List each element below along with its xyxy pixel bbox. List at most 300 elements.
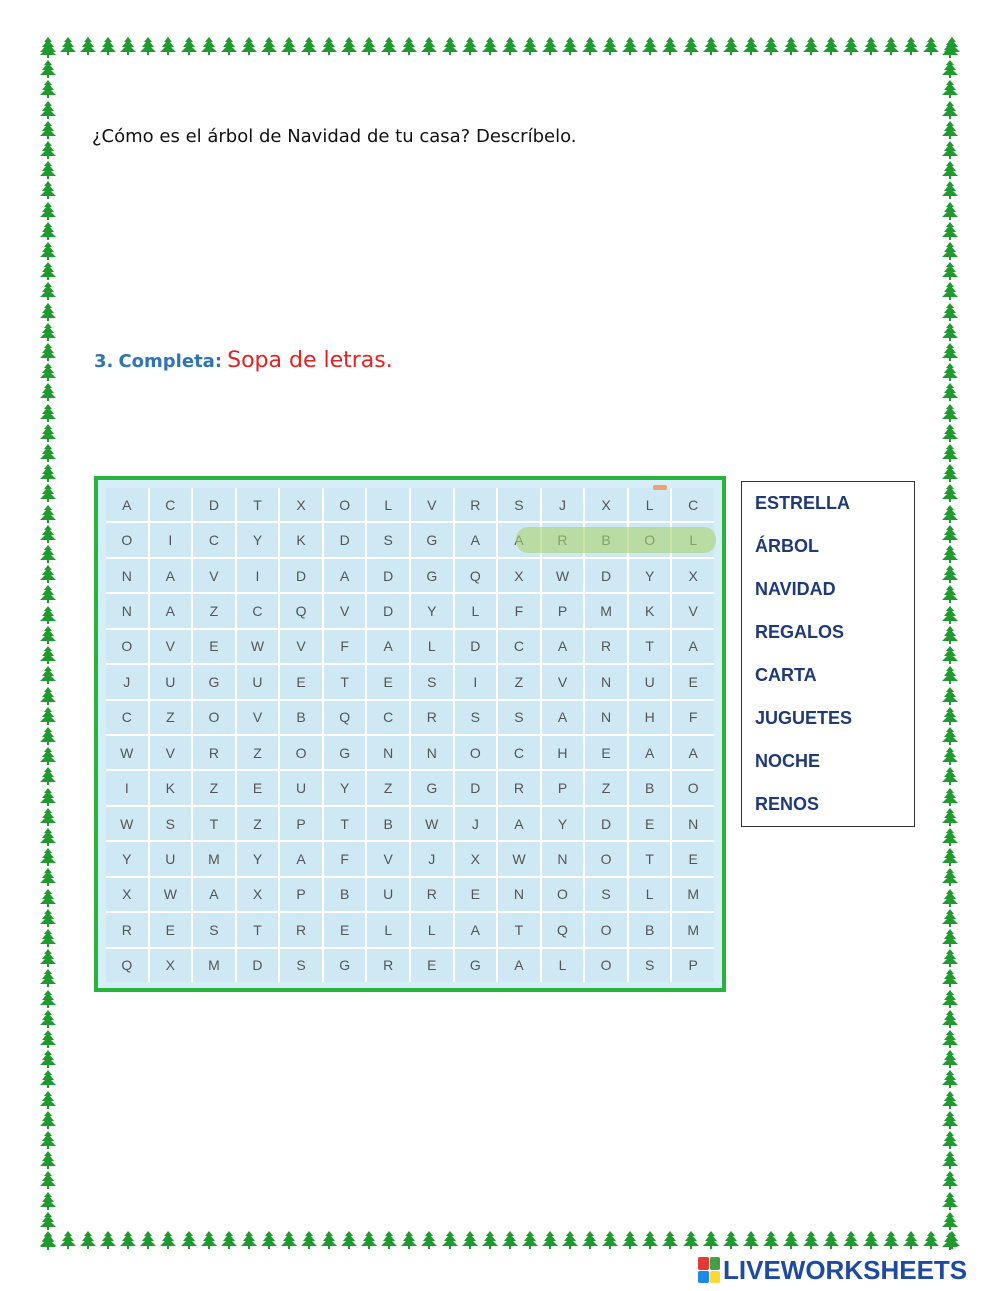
grid-cell[interactable]: Q	[455, 559, 497, 592]
tree-icon	[942, 404, 958, 422]
grid-cell[interactable]: R	[193, 736, 235, 769]
tree-icon	[482, 1231, 498, 1249]
tree-icon	[582, 1231, 598, 1249]
grid-cell[interactable]: V	[237, 701, 279, 734]
grid-cell[interactable]: E	[672, 842, 714, 875]
tree-icon	[602, 1231, 618, 1249]
grid-cell[interactable]: N	[585, 701, 627, 734]
grid-cell[interactable]: R	[280, 913, 322, 946]
tree-icon	[622, 37, 638, 55]
grid-cell[interactable]: E	[629, 807, 671, 840]
tree-icon	[942, 929, 958, 947]
tree-icon	[942, 202, 958, 220]
tree-icon	[582, 37, 598, 55]
grid-cell[interactable]: D	[280, 559, 322, 592]
grid-cell[interactable]: E	[237, 771, 279, 804]
grid-cell[interactable]: U	[629, 665, 671, 698]
tree-icon	[40, 1151, 56, 1169]
tree-icon	[381, 37, 397, 55]
grid-cell[interactable]: Z	[150, 701, 192, 734]
grid-cell[interactable]: A	[498, 949, 540, 982]
grid-cell[interactable]: K	[280, 523, 322, 556]
tree-icon	[40, 585, 56, 603]
grid-cell[interactable]: A	[150, 594, 192, 627]
tree-icon	[40, 1212, 56, 1230]
tree-icon	[502, 37, 518, 55]
grid-cell[interactable]: I	[455, 665, 497, 698]
tree-icon	[763, 37, 779, 55]
grid-cell[interactable]: R	[498, 771, 540, 804]
tree-icon	[80, 37, 96, 55]
grid-cell[interactable]: N	[106, 559, 148, 592]
grid-cell[interactable]: R	[411, 701, 453, 734]
grid-cell[interactable]: T	[498, 913, 540, 946]
tree-icon	[442, 37, 458, 55]
tree-icon	[942, 101, 958, 119]
tree-icon	[942, 484, 958, 502]
grid-cell[interactable]: N	[542, 842, 584, 875]
grid-cell[interactable]: Q	[280, 594, 322, 627]
grid-cell[interactable]: E	[280, 665, 322, 698]
grid-cell[interactable]: V	[280, 630, 322, 663]
grid-cell[interactable]: X	[237, 878, 279, 911]
grid-cell[interactable]: A	[367, 630, 409, 663]
grid-cell[interactable]: C	[150, 488, 192, 521]
grid-cell[interactable]: Z	[237, 736, 279, 769]
grid-cell[interactable]: W	[106, 736, 148, 769]
tree-icon	[40, 424, 56, 442]
section-title	[94, 348, 393, 373]
grid-cell[interactable]: M	[193, 949, 235, 982]
tree-icon	[341, 1231, 357, 1249]
grid-cell[interactable]: V	[150, 736, 192, 769]
grid-cell[interactable]: Z	[193, 594, 235, 627]
tree-icon	[40, 606, 56, 624]
tree-icon	[942, 909, 958, 927]
grid-cell[interactable]: N	[672, 807, 714, 840]
grid-cell[interactable]: D	[324, 523, 366, 556]
grid-cell[interactable]: T	[237, 913, 279, 946]
grid-cell[interactable]: X	[585, 488, 627, 521]
tree-icon	[462, 37, 478, 55]
grid-cell[interactable]: P	[542, 771, 584, 804]
grid-cell[interactable]: E	[585, 736, 627, 769]
grid-cell[interactable]: Y	[542, 807, 584, 840]
tree-icon	[40, 565, 56, 583]
tree-icon	[942, 1030, 958, 1048]
grid-cell[interactable]: U	[280, 771, 322, 804]
grid-cell[interactable]: A	[542, 701, 584, 734]
grid-cell[interactable]: B	[367, 807, 409, 840]
tree-icon	[942, 60, 958, 78]
tree-icon	[160, 37, 176, 55]
tree-icon	[942, 1192, 958, 1210]
grid-cell[interactable]: T	[324, 807, 366, 840]
grid-cell[interactable]: L	[542, 949, 584, 982]
grid-cell[interactable]: Y	[237, 523, 279, 556]
tree-icon	[942, 181, 958, 199]
grid-cell[interactable]: C	[498, 736, 540, 769]
tree-icon	[942, 828, 958, 846]
grid-cell[interactable]: E	[367, 665, 409, 698]
tree-icon	[622, 1231, 638, 1249]
word-list-item: ÁRBOL	[755, 536, 819, 556]
grid-cell[interactable]: A	[542, 630, 584, 663]
grid-cell[interactable]: Y	[411, 594, 453, 627]
grid-cell[interactable]: G	[411, 523, 453, 556]
grid-cell[interactable]: O	[585, 842, 627, 875]
grid-cell[interactable]: L	[411, 913, 453, 946]
grid-cell[interactable]: O	[585, 949, 627, 982]
grid-cell[interactable]: S	[498, 701, 540, 734]
grid-cell[interactable]: S	[498, 488, 540, 521]
tree-icon	[942, 141, 958, 159]
tree-icon	[40, 181, 56, 199]
grid-cell[interactable]: O	[455, 736, 497, 769]
tree-icon	[843, 1231, 859, 1249]
grid-cell[interactable]: G	[324, 949, 366, 982]
grid-cell[interactable]: R	[411, 878, 453, 911]
grid-cell[interactable]: P	[542, 594, 584, 627]
word-list	[741, 481, 915, 827]
grid-cell[interactable]: A	[193, 878, 235, 911]
tree-icon	[942, 969, 958, 987]
grid-cell[interactable]: O	[542, 878, 584, 911]
tree-icon	[40, 1070, 56, 1088]
grid-cell[interactable]: O	[324, 488, 366, 521]
grid-cell[interactable]: G	[455, 949, 497, 982]
grid-cell[interactable]: C	[498, 630, 540, 663]
grid-cell[interactable]: E	[150, 913, 192, 946]
tree-icon	[40, 60, 56, 78]
tree-icon	[401, 1231, 417, 1249]
grid-cell[interactable]: D	[455, 630, 497, 663]
grid-cell[interactable]: U	[150, 665, 192, 698]
grid-cell[interactable]: A	[629, 736, 671, 769]
grid-cell[interactable]: W	[498, 842, 540, 875]
grid-cell[interactable]: T	[193, 807, 235, 840]
tree-icon	[522, 37, 538, 55]
grid-cell[interactable]: W	[411, 807, 453, 840]
grid-cell[interactable]: Y	[106, 842, 148, 875]
grid-cell[interactable]: B	[324, 878, 366, 911]
tree-icon	[100, 37, 116, 55]
grid-cell[interactable]: A	[280, 842, 322, 875]
tree-icon	[40, 343, 56, 361]
tree-icon	[241, 37, 257, 55]
grid-cell[interactable]: V	[367, 842, 409, 875]
word-list-item: ESTRELLA	[755, 493, 851, 513]
found-word-highlight	[516, 527, 716, 553]
grid-cell[interactable]: I	[150, 523, 192, 556]
tree-icon	[40, 626, 56, 644]
tree-icon	[40, 687, 56, 705]
grid-cell[interactable]: O	[193, 701, 235, 734]
tree-icon	[942, 868, 958, 886]
tree-icon	[863, 37, 879, 55]
grid-cell[interactable]: C	[193, 523, 235, 556]
grid-cell[interactable]: L	[367, 913, 409, 946]
tree-icon	[381, 1231, 397, 1249]
grid-cell[interactable]: R	[455, 488, 497, 521]
grid-cell[interactable]: V	[411, 488, 453, 521]
tree-icon	[662, 1231, 678, 1249]
grid-cell[interactable]: Q	[106, 949, 148, 982]
tree-icon	[723, 37, 739, 55]
tree-icon	[763, 1231, 779, 1249]
grid-cell[interactable]: A	[498, 807, 540, 840]
grid-cell[interactable]: F	[324, 842, 366, 875]
grid-cell[interactable]: T	[629, 630, 671, 663]
tree-icon	[942, 747, 958, 765]
tree-icon	[942, 545, 958, 563]
grid-cell[interactable]: R	[367, 949, 409, 982]
grid-cell[interactable]: E	[455, 878, 497, 911]
tree-icon	[843, 37, 859, 55]
word-search-grid	[94, 476, 726, 992]
tree-icon	[361, 37, 377, 55]
tree-icon	[301, 37, 317, 55]
grid-cell[interactable]: Z	[237, 807, 279, 840]
grid-cell[interactable]: C	[672, 488, 714, 521]
grid-cell[interactable]: D	[585, 807, 627, 840]
tree-icon	[321, 1231, 337, 1249]
grid-cell[interactable]: Y	[324, 771, 366, 804]
grid-cell[interactable]: L	[411, 630, 453, 663]
grid-cell[interactable]: K	[150, 771, 192, 804]
tree-icon	[662, 37, 678, 55]
tree-icon	[942, 262, 958, 280]
tree-icon	[942, 1050, 958, 1068]
grid-cell[interactable]: L	[367, 488, 409, 521]
tree-icon	[40, 1010, 56, 1028]
tree-icon	[221, 1231, 237, 1249]
grid-cell[interactable]: E	[324, 913, 366, 946]
tree-icon	[942, 40, 958, 58]
tree-icon	[942, 444, 958, 462]
grid-cell[interactable]: C	[237, 594, 279, 627]
grid-cell[interactable]: W	[542, 559, 584, 592]
grid-cell[interactable]: J	[411, 842, 453, 875]
grid-cell[interactable]: X	[455, 842, 497, 875]
grid-cell[interactable]: D	[237, 949, 279, 982]
grid-cell[interactable]: G	[324, 736, 366, 769]
section-number: 3.	[94, 351, 114, 372]
grid-cell[interactable]: A	[324, 559, 366, 592]
grid-cell[interactable]: N	[367, 736, 409, 769]
grid-cell[interactable]: O	[585, 913, 627, 946]
tree-icon	[40, 101, 56, 119]
grid-cell[interactable]: S	[629, 949, 671, 982]
grid-cell[interactable]: S	[150, 807, 192, 840]
grid-cell[interactable]: S	[411, 665, 453, 698]
tree-icon	[341, 37, 357, 55]
grid-cell[interactable]: U	[237, 665, 279, 698]
tree-icon	[883, 37, 899, 55]
grid-cell[interactable]: D	[193, 488, 235, 521]
grid-cell[interactable]: H	[542, 736, 584, 769]
tree-icon	[160, 1231, 176, 1249]
grid-cell[interactable]: N	[585, 665, 627, 698]
grid-cell[interactable]: V	[324, 594, 366, 627]
grid-cell[interactable]: D	[455, 771, 497, 804]
tree-icon	[100, 1231, 116, 1249]
grid-cell[interactable]: L	[629, 488, 671, 521]
grid-cell[interactable]: A	[455, 523, 497, 556]
grid-cell[interactable]: Z	[193, 771, 235, 804]
grid-cell[interactable]: X	[150, 949, 192, 982]
tree-icon	[942, 727, 958, 745]
grid-cell[interactable]: W	[150, 878, 192, 911]
grid-cell[interactable]: N	[411, 736, 453, 769]
tree-icon	[40, 363, 56, 381]
grid-cell[interactable]: M	[672, 878, 714, 911]
tree-icon	[181, 37, 197, 55]
grid-cell[interactable]: E	[411, 949, 453, 982]
tree-icon	[903, 37, 919, 55]
tree-icon	[942, 666, 958, 684]
grid-cell[interactable]: D	[585, 559, 627, 592]
grid-cell[interactable]: G	[193, 665, 235, 698]
grid-cell[interactable]: D	[367, 594, 409, 627]
grid-cell[interactable]: O	[106, 630, 148, 663]
grid-cell[interactable]: B	[629, 913, 671, 946]
grid-cell[interactable]: Y	[237, 842, 279, 875]
grid-cell[interactable]: Q	[324, 701, 366, 734]
grid-cell[interactable]: N	[498, 878, 540, 911]
grid-cell[interactable]: O	[672, 771, 714, 804]
grid-cell[interactable]: N	[106, 594, 148, 627]
grid-cell[interactable]: V	[193, 559, 235, 592]
grid-cell[interactable]: E	[193, 630, 235, 663]
grid-cell[interactable]: F	[498, 594, 540, 627]
tree-icon	[703, 1231, 719, 1249]
tree-icon	[942, 626, 958, 644]
grid-cell[interactable]: S	[193, 913, 235, 946]
tree-icon	[942, 889, 958, 907]
grid-cell[interactable]: J	[455, 807, 497, 840]
grid-cell[interactable]: L	[629, 878, 671, 911]
tree-icon	[40, 202, 56, 220]
grid-cell[interactable]: T	[324, 665, 366, 698]
grid-cell[interactable]: A	[455, 913, 497, 946]
tree-icon	[40, 161, 56, 179]
tree-icon	[942, 1070, 958, 1088]
tree-icon	[642, 1231, 658, 1249]
grid-cell[interactable]: Y	[629, 559, 671, 592]
tree-icon	[942, 464, 958, 482]
tree-icon	[140, 1231, 156, 1249]
grid-cell[interactable]: Z	[498, 665, 540, 698]
tree-icon	[40, 1050, 56, 1068]
grid-cell[interactable]: J	[106, 665, 148, 698]
grid-cell[interactable]: R	[585, 630, 627, 663]
tree-icon	[40, 545, 56, 563]
grid-cell[interactable]: A	[672, 630, 714, 663]
section-label: Completa:	[118, 351, 223, 372]
tree-icon	[40, 747, 56, 765]
grid-cell[interactable]: Q	[542, 913, 584, 946]
grid-cell[interactable]: V	[672, 594, 714, 627]
grid-cell[interactable]: F	[324, 630, 366, 663]
tree-icon	[482, 37, 498, 55]
grid-cell[interactable]: A	[106, 488, 148, 521]
grid-cell[interactable]: P	[280, 878, 322, 911]
tree-icon	[602, 37, 618, 55]
grid-cell[interactable]: X	[106, 878, 148, 911]
grid-cell[interactable]: G	[411, 771, 453, 804]
grid-cell[interactable]: R	[106, 913, 148, 946]
grid-cell[interactable]: B	[629, 771, 671, 804]
section-subtitle: Sopa de letras.	[227, 348, 393, 373]
grid-cell[interactable]: U	[150, 842, 192, 875]
grid-cell[interactable]: D	[367, 559, 409, 592]
grid-cell[interactable]: S	[367, 523, 409, 556]
tree-icon	[683, 1231, 699, 1249]
grid-cell[interactable]: O	[280, 736, 322, 769]
grid-cell[interactable]: T	[629, 842, 671, 875]
grid-cell[interactable]: P	[280, 807, 322, 840]
tree-icon	[80, 1231, 96, 1249]
logo-badge-icon	[698, 1257, 720, 1283]
grid-cell[interactable]: X	[280, 488, 322, 521]
grid-cell[interactable]: S	[585, 878, 627, 911]
grid-cell[interactable]: X	[498, 559, 540, 592]
grid-cell[interactable]: A	[150, 559, 192, 592]
grid-cell[interactable]: M	[585, 594, 627, 627]
grid-cell[interactable]: J	[542, 488, 584, 521]
grid-cell[interactable]: U	[367, 878, 409, 911]
tree-icon	[40, 666, 56, 684]
grid-cell[interactable]: M	[193, 842, 235, 875]
grid-cell[interactable]: A	[672, 736, 714, 769]
grid-cell[interactable]: L	[455, 594, 497, 627]
grid-cell[interactable]: F	[672, 701, 714, 734]
tree-icon	[40, 727, 56, 745]
grid-cell[interactable]: I	[106, 771, 148, 804]
grid-cell[interactable]: E	[672, 665, 714, 698]
grid-cell[interactable]: S	[455, 701, 497, 734]
tree-icon	[140, 37, 156, 55]
grid-cell[interactable]: X	[672, 559, 714, 592]
grid-cell[interactable]: Z	[585, 771, 627, 804]
grid-cell[interactable]: B	[280, 701, 322, 734]
grid-cell[interactable]: S	[280, 949, 322, 982]
grid-cell[interactable]: H	[629, 701, 671, 734]
grid-cell[interactable]: Z	[367, 771, 409, 804]
grid-cell[interactable]: W	[106, 807, 148, 840]
grid-cell[interactable]: C	[367, 701, 409, 734]
tree-icon	[942, 323, 958, 341]
grid-cell[interactable]: G	[411, 559, 453, 592]
grid-cell[interactable]: C	[106, 701, 148, 734]
tree-icon	[942, 363, 958, 381]
grid-cell[interactable]: K	[629, 594, 671, 627]
grid-cell[interactable]: W	[237, 630, 279, 663]
tree-icon	[783, 37, 799, 55]
tree-icon	[40, 788, 56, 806]
grid-cell[interactable]: P	[672, 949, 714, 982]
grid-cell[interactable]: M	[672, 913, 714, 946]
tree-icon	[942, 808, 958, 826]
grid-cell[interactable]: T	[237, 488, 279, 521]
tree-icon	[942, 990, 958, 1008]
grid-cell[interactable]: V	[150, 630, 192, 663]
grid-cell[interactable]: O	[106, 523, 148, 556]
grid-cell[interactable]: V	[542, 665, 584, 698]
pen-mark	[653, 485, 667, 490]
grid-cell[interactable]: I	[237, 559, 279, 592]
